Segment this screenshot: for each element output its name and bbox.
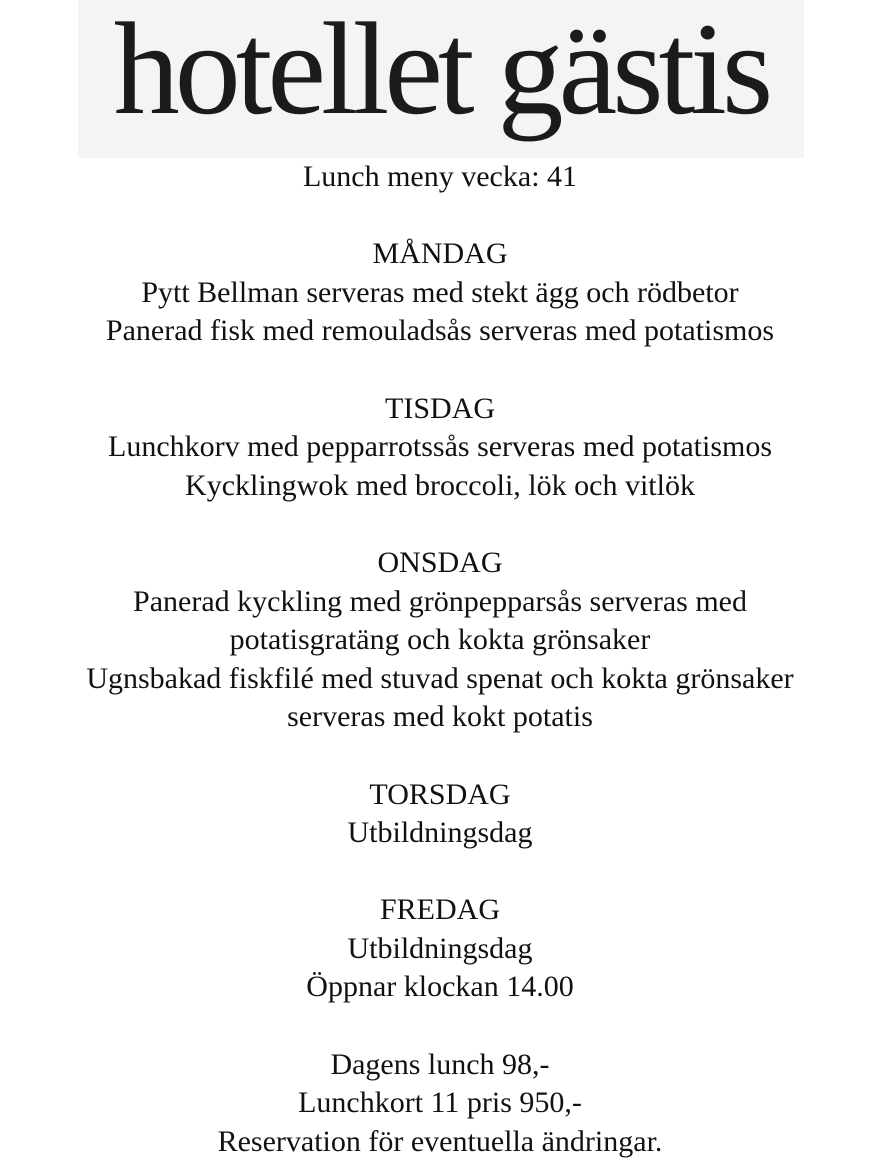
price-footer xyxy=(0,1046,880,1162)
dish-line: Panerad kyckling med grönpepparsås serveras med xyxy=(133,584,747,618)
hotel-logo: hotellet gästis xyxy=(113,0,769,142)
day-heading: TORSDAG xyxy=(369,777,511,811)
dish-line: Pytt Bellman serveras med stekt ägg och rödbetor xyxy=(141,275,739,309)
lunch-card-price: Lunchkort 11 pris 950,- xyxy=(298,1086,582,1120)
day-heading: ONSDAG xyxy=(377,545,503,579)
dish-line: Lunchkorv med pepparrotssås serveras med potatismos xyxy=(108,430,772,464)
dish-line: Utbildningsdag xyxy=(347,931,533,965)
dish-line: Kycklingwok med broccoli, lök och vitlök xyxy=(185,468,695,502)
spacer xyxy=(0,197,880,236)
dish-line: Ugnsbakad fiskfilé med stuvad spenat och kokta grönsaker xyxy=(86,661,794,695)
lunch-menu xyxy=(0,158,880,1161)
week-label: Lunch meny vecka: 41 xyxy=(302,160,578,193)
spacer xyxy=(0,351,880,390)
day-section-wednesday xyxy=(0,544,880,737)
spacer xyxy=(0,737,880,776)
logo-banner xyxy=(78,0,804,158)
day-section-thursday xyxy=(0,776,880,853)
day-section-monday xyxy=(0,235,880,351)
dish-line: Panerad fisk med remouladsås serveras med potatismos xyxy=(105,314,775,348)
reservation-note: Reservation för eventuella ändringar. xyxy=(217,1124,663,1158)
daily-lunch-price: Dagens lunch 98,- xyxy=(330,1047,550,1081)
day-heading: TISDAG xyxy=(385,391,495,425)
day-section-friday xyxy=(0,891,880,1007)
spacer xyxy=(0,853,880,892)
day-heading: MÅNDAG xyxy=(372,237,508,271)
dish-line: Öppnar klockan 14.00 xyxy=(306,970,574,1004)
spacer xyxy=(0,1007,880,1046)
spacer xyxy=(0,505,880,544)
dish-line: serveras med kokt potatis xyxy=(287,700,593,734)
dish-line: potatisgratäng och kokta grönsaker xyxy=(229,623,651,657)
dish-line: Utbildningsdag xyxy=(347,816,533,850)
day-section-tuesday xyxy=(0,390,880,506)
day-heading: FREDAG xyxy=(379,893,500,927)
